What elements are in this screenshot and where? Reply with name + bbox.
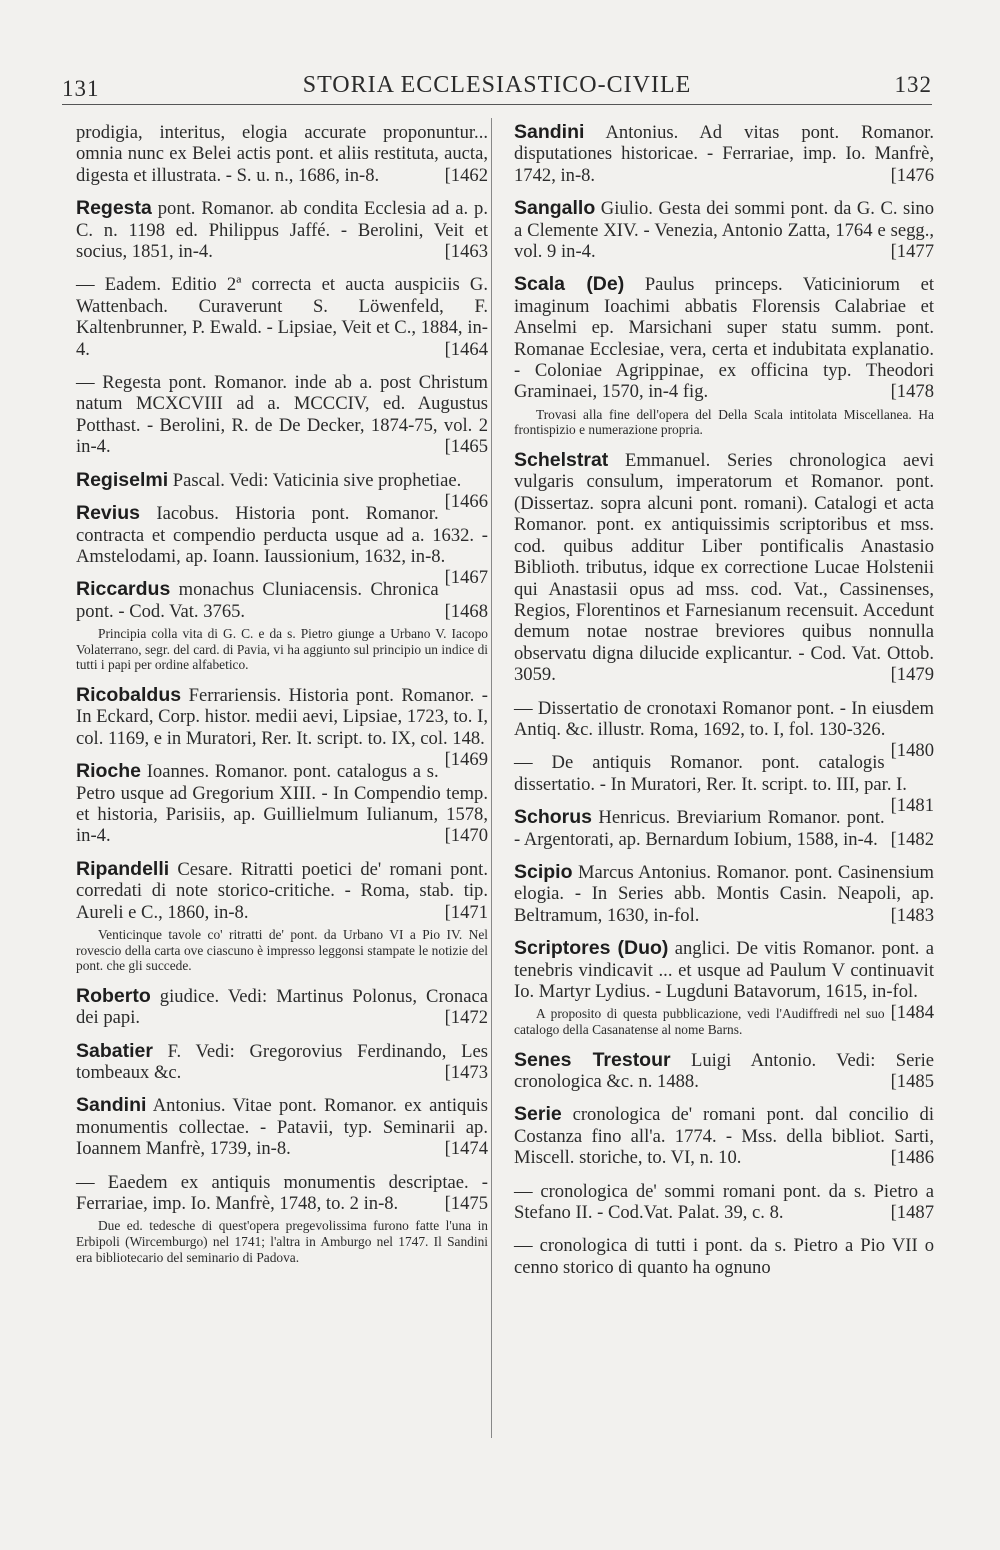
entry-number: [1462 [444,164,488,186]
entry-text: F. Vedi: Gregorovius Ferdinando, Les tombeaux &c. [76,1040,488,1083]
entry-number: [1469 [444,749,488,771]
bibliography-entry [514,274,934,402]
bibliography-entry [76,274,488,360]
entry-text: — cronologica de' sommi romani pont. da s. Pietro a Stefano II. - Cod.Vat. Palat. 39, c. 8. [514,1180,934,1224]
entry-heading: Riccardus [76,578,171,601]
entry-text: — cronologica di tutti i pont. da s. Pietro a Pio VII o cenno storico di quanto ha ognuno [514,1235,934,1278]
entry-text: Emmanuel. Series chronologica aevi vulgaris consulum, imperatorum et Romanor. pont. (Dissertaz. sopra alcuni pont. romani). Catalogi et acta Romanor. pont. ex antiquissimis scriptoribus et mss. cod. quibus additur Liber pontificalis Anastasio Biblioth. tributus, idque ex correctione Lucae Holstenii qui Anastasii opus ad mss. cod. Vat., Cassinenses, Regios, Florentinos et Farnesianum recensuit. Accedunt demum notae nostrae breviores quibus nonnulla observatu digna dilucide explicantur. - Cod. Vat. Ottob. 3059. [514,450,934,686]
entry-number: [1468 [444,600,488,622]
entry-number: [1482 [890,828,934,850]
entry-heading: Scipio [514,860,573,883]
entry-text: Luigi Antonio. Vedi: Serie cronologica &c. n. 1488. [514,1049,934,1092]
page-number-right: 132 [894,72,932,97]
entry-number: [1474 [444,1138,488,1160]
bibliography-entry [76,1041,488,1084]
bibliography-entry [514,450,934,685]
entry-text: cronologica de' romani pont. dal concilio di Costanza fino all'a. 1774. - Mss. della bibliot. Sarti, Miscell. storiche, to. VI, n. 10. [514,1104,934,1169]
entry-text: — Eadem. Editio 2ª correcta et aucta auspiciis G. Wattenbach. Curaverunt S. Löwenfeld, F. Kaltenbrunner, P. Ewald. - Lipsiae, Veit et C., 1884, in-4. [76,274,488,360]
entry-number: [1486 [890,1147,934,1169]
bibliography-entry [514,1050,934,1093]
entry-text: Paulus princeps. Vaticiniorum et imaginum Ioachimi abbatis Florensis Calabriae et Anselmi ep. Marsichani super statu summ. pont. Romanae Ecclesiae, vera, certa et indubitata explanatio. - Coloniae Agrippinae, ex officina typ. Theodori Graminaei, 1570, in-4 fig. [514,274,934,403]
bibliography-entry [76,859,488,923]
entry-number: [1473 [444,1061,488,1083]
entry-text: monachus Cluniacensis. Chronica pont. - Cod. Vat. 3765. [76,579,439,622]
entry-heading: Sangallo [514,197,596,220]
page-header [62,64,932,108]
entry-heading: Roberto [76,984,151,1007]
bibliography-entry [76,122,488,186]
entry-text: giudice. Vedi: Martinus Polonus, Cronaca dei papi. [76,985,488,1029]
entry-number: [1479 [890,664,934,686]
bibliography-entry [76,761,488,847]
header-rule [62,104,932,105]
entry-number: [1472 [444,1007,488,1029]
entry-heading: Sandini [514,121,585,143]
entry-text: anglici. De vitis Romanor. pont. a tenebris vindicavit ... et usque ad Paulum V continuavit Io. Martyr Lydius. - Lugduni Batavorum, 1615, in-fol. [514,938,934,1002]
page-number-left: 131 [62,76,100,101]
entry-number: [1485 [890,1071,934,1092]
bibliography-entry [76,1172,488,1215]
entry-number: [1484 [890,1002,934,1024]
entry-text: Pascal. Vedi: Vaticinia sive prophetiae. [168,469,462,491]
entry-number: [1478 [890,381,934,403]
bibliography-entry [76,1095,488,1159]
column-divider [491,118,492,1438]
entry-number: [1483 [890,904,934,926]
entry-text: Henricus. Breviarium Romanor. pont. - Argentorati, ap. Bernardum Iobium, 1588, in-4. [514,807,885,850]
entry-heading: Sabatier [76,1039,153,1062]
entry-text: Cesare. Ritratti poetici de' romani pont. corredati di note storico-critiche. - Roma, stab. tip. Aureli e C., 1860, in-8. [76,858,488,923]
entry-heading: Sandini [76,1094,147,1117]
bibliography-entry [76,579,488,622]
entry-heading: Serie [514,1103,562,1126]
entry-text: — Regesta pont. Romanor. inde ab a. post Christum natum MCXCVIII ad a. MCCCIV, ed. Augustus Potthast. - Berolini, R. de De Decker, 1874-75, vol. 2 in-4. [76,372,488,458]
entry-text: Antonius. Vitae pont. Romanor. ex antiquis monumentis collectae. - Patavii, typ. Seminarii ap. Ioannem Manfrè, 1739, in-8. [76,1095,488,1160]
entry-text: Ioannes. Romanor. pont. catalogus a s. Petro usque ad Gregorium XIII. - In Compendio temp. et historia, Parisiis, ap. Guillielmum Iulianum, 1578, in-4. [76,761,488,847]
bibliography-entry [76,372,488,458]
entry-text: — Dissertatio de cronotaxi Romanor pont. - In eiusdem Antiq. &c. illustr. Roma, 1692, to. I, fol. 130-326. [514,697,934,740]
entry-number: [1466 [444,491,488,513]
bibliography-entry [514,697,934,762]
entry-heading: Ricobaldus [76,683,182,706]
entry-heading: Senes Trestour [514,1048,671,1071]
entry-text: pont. Romanor. ab condita Ecclesia ad a. p. C. n. 1198 ed. Philippus Jaffé. - Berolini, Veit et socius, 1851, in-4. [76,198,488,263]
entry-heading: Ripandelli [76,857,170,880]
entry-text: — Eaedem ex antiquis monumentis descriptae. - Ferrariae, imp. Io. Manfrè, 1748, to. 2 in-8. [76,1171,488,1214]
running-title: STORIA ECCLESIASTICO-CIVILE [302,72,692,98]
entry-text: Giulio. Gesta dei sommi pont. da G. C. sino a Clemente XIV. - Venezia, Antonio Zatta, 1764 e segg., vol. 9 in-4. [514,198,934,263]
entry-number: [1464 [444,338,488,360]
entry-number: [1467 [444,567,488,589]
entry-note: Venticinque tavole co' ritratti de' pont. da Urbano VI a Pio IV. Nel rovescio della carta ove ciascuno è impresso leggonsi stampate le notizie del pont. che gli succede. [76,926,488,974]
entry-text: — De antiquis Romanor. pont. catalogis dissertatio. - In Muratori, Rer. It. script. to. III, par. I. [514,752,907,795]
entry-number: [1463 [444,241,488,263]
entry-text: Antonius. Ad vitas pont. Romanor. disputationes historicae. - Ferrariae, imp. Io. Manfrè, 1742, in-8. [514,122,934,186]
bibliography-entry [514,807,934,850]
entry-number: [1476 [890,164,934,186]
entry-text: Ferrariensis. Historia pont. Romanor. - In Eckard, Corp. histor. medii aevi, Lipsiae, 1723, to. I, col. 1169, e in Muratori, Rer. It. script. to. IX, col. 148. [76,684,488,749]
entry-number: [1481 [890,795,934,817]
bibliography-entry [514,122,934,186]
bibliography-entry [76,198,488,262]
left-column [76,122,488,1277]
entry-heading: Revius [76,502,140,525]
entry-number: [1475 [444,1193,488,1214]
bibliography-entry [76,986,488,1029]
bibliography-entry [76,683,488,771]
entry-heading: Regesta [76,197,152,220]
bibliography-entry [514,1235,934,1278]
entry-number: [1465 [444,436,488,458]
entry-number: [1477 [890,241,934,263]
entry-number: [1471 [444,901,488,923]
entry-heading: Rioche [76,760,142,783]
entry-number: [1487 [890,1202,934,1224]
entry-note: A proposito di questa pubblicazione, vedi l'Audiffredi nel suo catalogo della Casanatense al nome Barns. [514,1006,885,1037]
bibliography-entry [514,862,934,926]
entry-text: Iacobus. Historia pont. Romanor. contracta et compendio perducta usque ad a. 1632. - Amstelodami, ap. Ioann. Iaussionium, 1632, in-8. [76,503,488,567]
entry-note: Principia colla vita di G. C. e da s. Pietro giunge a Urbano V. Iacopo Volaterrano, segr. del card. di Pavia, vi ha aggiunto sul principio un indice di tutti i papi per ordine alfabetico. [76,626,488,673]
entry-heading: Scriptores (Duo) [514,937,669,960]
entry-heading: Schelstrat [514,449,609,472]
entry-note: Trovasi alla fine dell'opera del Della Scala intitolata Miscellanea. Ha frontispizio e numerazione propria. [514,406,934,438]
entry-number: [1480 [890,740,934,762]
bibliography-entry [514,198,934,262]
right-column [514,122,934,1290]
bibliography-entry [514,1181,934,1224]
bibliography-entry [514,1104,934,1168]
bibliography-entry [76,468,488,513]
entry-heading: Scala (De) [514,273,625,296]
entry-note: Due ed. tedesche di quest'opera pregevolissima furono fatte l'una in Erbipoli (Wircemburgo) nel 1741; l'altra in Amburgo nel 1747. Il Sandini era bibliotecario del seminario di Padova. [76,1218,488,1265]
entry-text: prodigia, interitus, elogia accurate proponuntur... omnia nunc ex Belei actis pont. et aliis restituta, aucta, digesta et illustrata. - S. u. n., 1686, in-8. [76,122,488,186]
entry-heading: Schorus [514,806,593,829]
bibliography-entry [514,752,934,817]
entry-number: [1470 [444,825,488,847]
entry-heading: Regiselmi [76,468,169,491]
entry-text: Marcus Antonius. Romanor. pont. Casinensium elogia. - In Series abb. Montis Casin. Neapoli, ap. Beltramum, 1630, in-fol. [514,861,934,926]
